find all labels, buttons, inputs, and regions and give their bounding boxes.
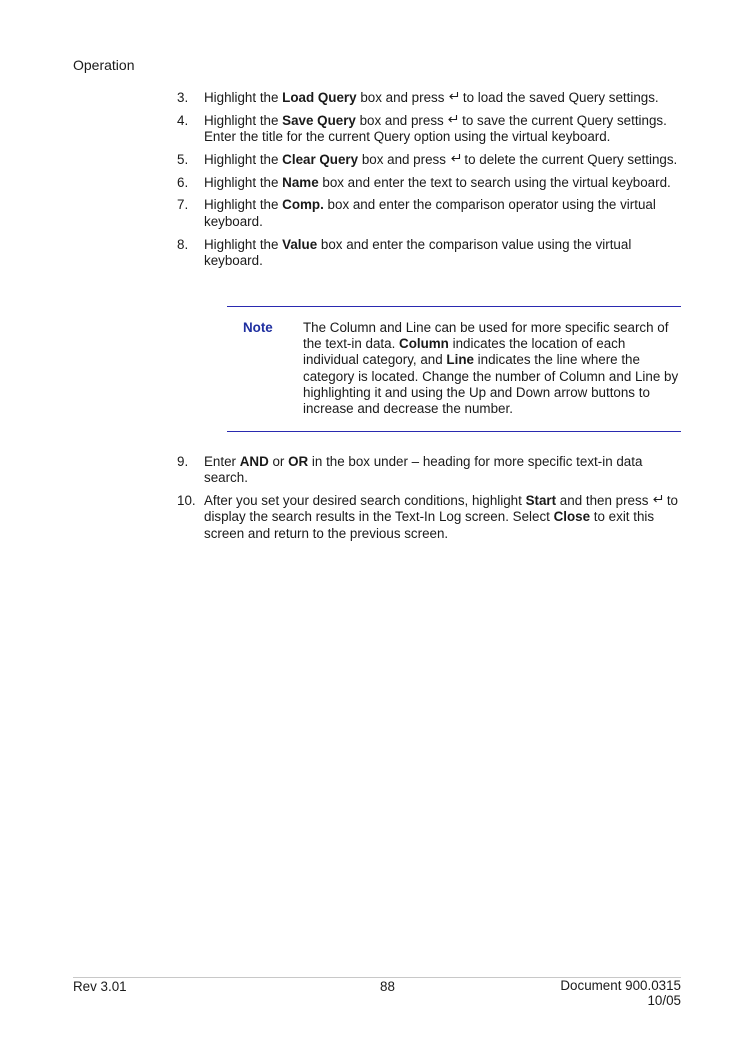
body-text: Enter: [204, 454, 240, 469]
emphasis-text: Load Query: [282, 90, 357, 105]
enter-key-icon: [652, 494, 663, 504]
step-item: [177, 454, 687, 487]
body-text: box and enter the comparison value using the virtual keyboard.: [204, 236, 632, 268]
body-text: and then press: [556, 493, 653, 509]
footer-document-date: 10/05: [647, 992, 681, 1008]
body-text: box and press: [355, 112, 448, 128]
emphasis-text: Start: [525, 493, 557, 509]
emphasis-text: Name: [282, 174, 319, 190]
step-item: [177, 152, 687, 168]
step-text: [204, 175, 687, 191]
body-text: to save the current Query settings. Enter the title for the current Query option using the virtual keyboard.: [204, 112, 667, 145]
enter-key-icon: [448, 91, 459, 101]
step-item: [177, 493, 687, 542]
body-text: After you set your desired search conditions, highlight: [204, 493, 526, 509]
step-text: [204, 493, 687, 542]
steps-list-continued: [177, 454, 687, 548]
body-text: to load the saved Query settings.: [459, 90, 659, 105]
footer-document: [560, 979, 681, 1008]
footer-page-number: 88: [380, 979, 395, 994]
body-text: box and press: [356, 90, 449, 105]
body-text: to display the search results in the Text-In Log screen. Select: [204, 493, 678, 525]
step-number: 6.: [177, 174, 189, 190]
emphasis-text: Close: [553, 509, 591, 525]
step-item: [177, 197, 687, 230]
step-number: 9.: [177, 454, 189, 469]
body-text: Highlight the: [204, 236, 283, 252]
emphasis-text: Line: [446, 352, 474, 368]
step-number: 5.: [177, 151, 189, 167]
emphasis-text: Save Query: [282, 112, 356, 128]
step-text: [204, 152, 687, 168]
step-item: [177, 113, 687, 146]
emphasis-text: Column: [399, 336, 449, 352]
body-text: Highlight the: [204, 197, 283, 213]
body-text: indicates the location of each individual category, and: [303, 336, 626, 368]
body-text: to exit this screen and return to the previous screen.: [204, 509, 655, 541]
body-text: box and enter the text to search using the virtual keyboard.: [318, 174, 671, 190]
step-number: 8.: [177, 236, 189, 252]
note-label: Note: [243, 320, 273, 335]
body-text: Highlight the: [204, 112, 283, 128]
body-text: Highlight the: [204, 151, 283, 167]
step-text: [204, 90, 687, 106]
body-text: The Column and Line can be used for more specific search of the text-in data.: [303, 320, 669, 352]
body-text: box and enter the comparison operator using the virtual keyboard.: [204, 197, 656, 229]
note-box: [227, 306, 681, 432]
body-text: Highlight the: [204, 90, 283, 105]
step-text: [204, 197, 687, 230]
emphasis-text: AND: [239, 454, 269, 469]
body-text: to delete the current Query settings.: [460, 151, 678, 167]
enter-key-icon: [447, 114, 458, 124]
step-text: [204, 237, 687, 270]
body-text: in the box under – heading for more specific text-in data search.: [204, 454, 643, 486]
step-number: 4.: [177, 112, 189, 128]
emphasis-text: Value: [282, 236, 318, 252]
step-number: 10.: [177, 493, 196, 509]
note-text: [303, 320, 681, 417]
step-text: [204, 454, 687, 487]
footer-revision: Rev 3.01: [73, 979, 127, 994]
step-item: [177, 90, 687, 106]
steps-list: [177, 90, 687, 276]
section-header: Operation: [73, 57, 135, 73]
emphasis-text: OR: [288, 454, 309, 469]
body-text: indicates the line where the category is located. Change the number of Column and Line by highlighting it and using the Up and Down arrow buttons to increase and decrease the number.: [303, 352, 679, 417]
footer-document-number: Document 900.0315: [560, 978, 681, 993]
emphasis-text: Comp.: [282, 197, 324, 213]
step-number: 7.: [177, 197, 189, 213]
step-text: [204, 113, 687, 146]
emphasis-text: Clear Query: [282, 151, 359, 167]
body-text: or: [268, 454, 289, 469]
step-item: [177, 237, 687, 270]
body-text: box and press: [358, 151, 450, 167]
step-item: [177, 175, 687, 191]
body-text: Highlight the: [204, 174, 283, 190]
enter-key-icon: [450, 153, 461, 163]
step-number: 3.: [177, 90, 189, 105]
